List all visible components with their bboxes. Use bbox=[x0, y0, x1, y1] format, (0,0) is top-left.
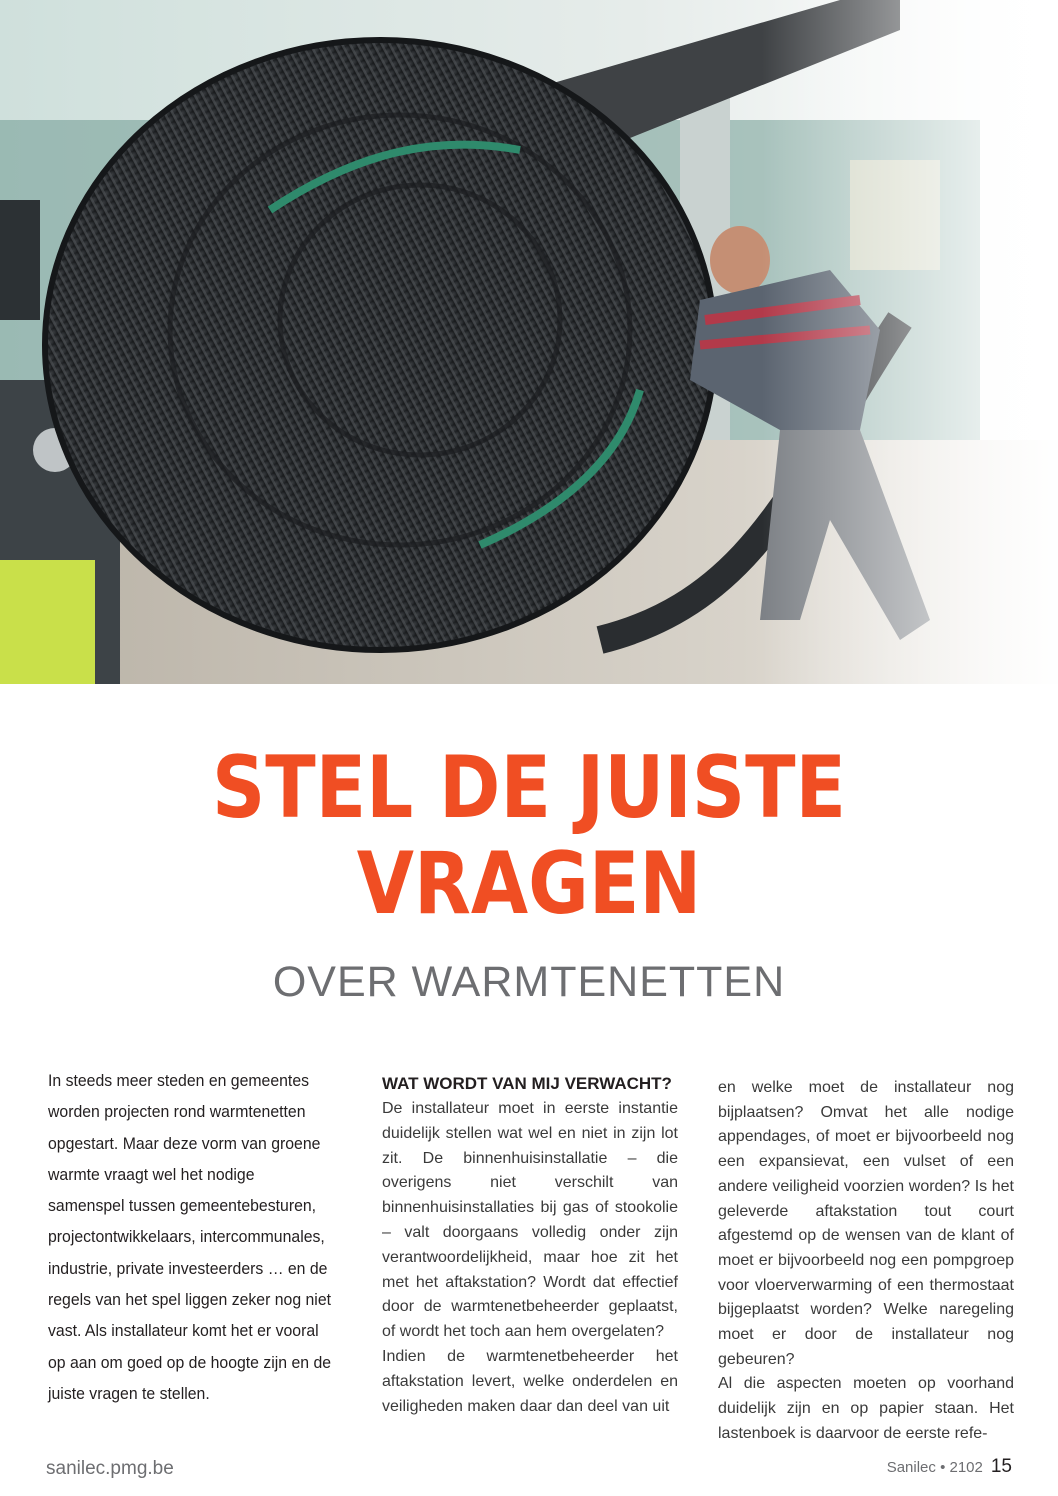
footer-page-info bbox=[887, 1456, 1012, 1478]
title-line-1: STEL DE JUISTE bbox=[211, 738, 847, 838]
page-number: 15 bbox=[990, 1456, 1012, 1477]
article-subtitle: OVER WARMTENETTEN bbox=[272, 958, 786, 1006]
intro-text: In steeds meer steden en gemeentes worden projecten rond warmtenetten opgestart. Maar deze vorm van groene warmte vraagt wel het nodige samenspel tussen gemeentebesturen, projectontwikkelaars, intercommunales, industrie, private investeerders … en de regels van het spel liggen zeker nog niet vast. Als installateur komt het er vooral op aan om goed op de hoogte zijn en de juiste vragen te stellen. bbox=[48, 1071, 332, 1403]
article-column-middle bbox=[382, 1073, 678, 1419]
intro-column bbox=[48, 1065, 333, 1409]
paragraph-2: Indien de warmtenetbeheerder het aftakstation levert, welke onderdelen en veiligheden maken daar dan deel van uit bbox=[382, 1347, 678, 1415]
hero-photo bbox=[0, 0, 1058, 684]
article-title bbox=[74, 740, 984, 932]
footer-website-link[interactable]: sanilec.pmg.be bbox=[46, 1458, 174, 1479]
title-line-2: VRAGEN bbox=[356, 834, 702, 934]
paragraph-3: en welke moet de installateur nog bijplaatsen? Omvat het alle nodige appendages, of moet er bijvoorbeeld nog een expansievat, een vulset of een andere veiligheid voorzien worden? Is het geleverde aftakstation tout court afgestemd op de wensen van de klant of moet er bijvoorbeeld nog een pompgroep voor vloerverwarming of een thermostaat bijgeplaatst worden? Welke naregeling moet er door de installateur nog gebeuren? bbox=[718, 1079, 1014, 1368]
paragraph-4: Al die aspecten moeten op voorhand duidelijk zijn en op papier staan. Het lastenboek is daarvoor de eerste refe- bbox=[718, 1375, 1014, 1442]
paragraph-1: De installateur moet in eerste instantie duidelijk stellen wat wel en niet in zijn lot zit. De binnenhuisinstallatie – die overigens niet verschilt van binnenhuisinstallaties bij gas of stookolie – valt doorgaans volledig onder zijn verantwoordelijkheid, maar hoe zit het met het aftakstation? Wordt dat effectief door de warmtenetbeheerder geplaatst, of wordt het toch aan hem overgelaten? bbox=[382, 1100, 678, 1341]
footer-issue: Sanilec • 2102 bbox=[886, 1459, 983, 1476]
article-column-right bbox=[718, 1076, 1014, 1447]
section-heading: WAT WORDT VAN MIJ VERWACHT? bbox=[382, 1074, 672, 1093]
